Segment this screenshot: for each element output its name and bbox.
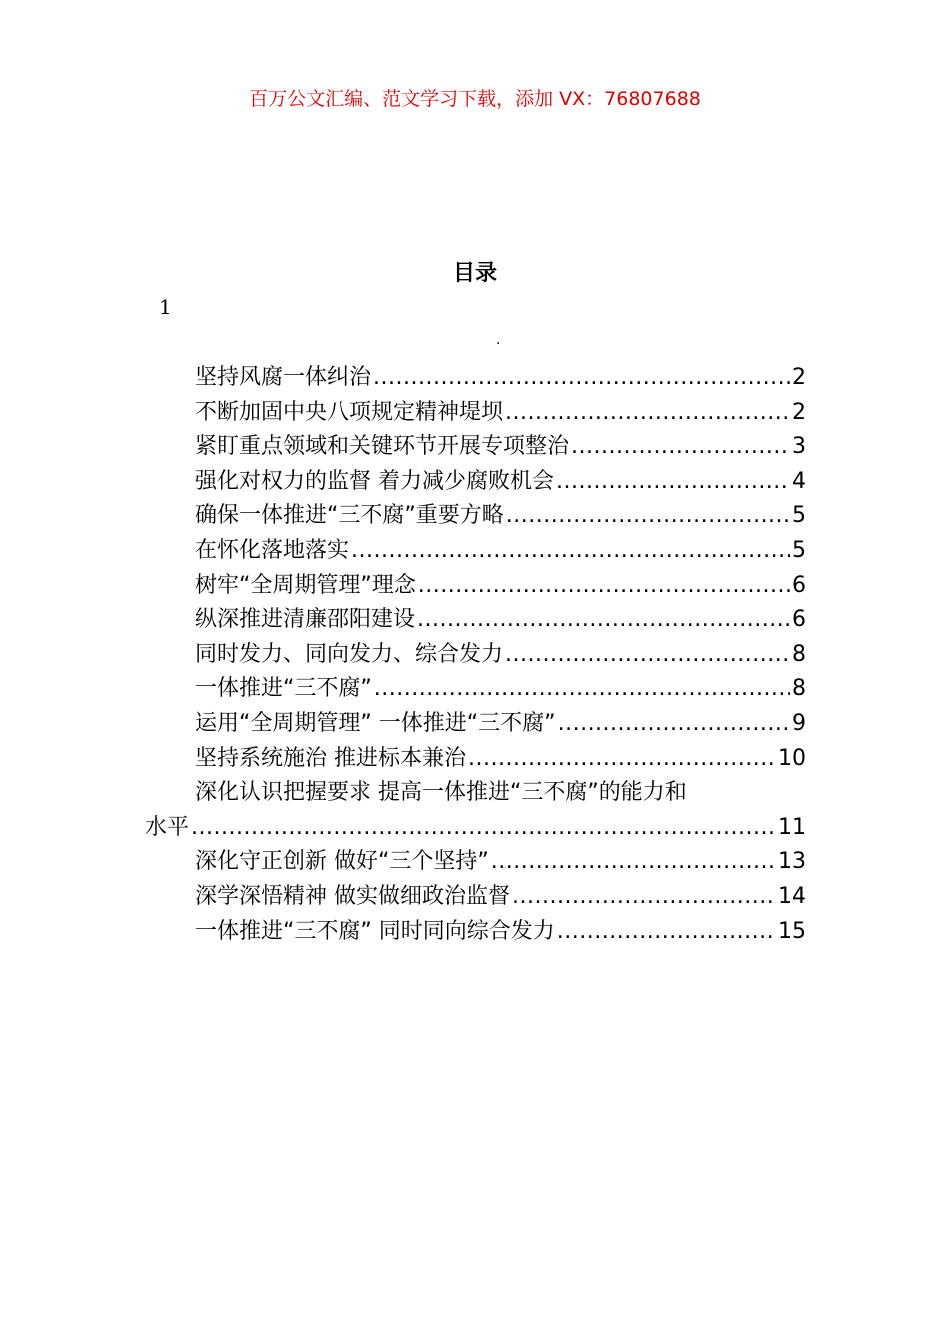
toc-entry-title-line1: 深化认识把握要求 提高一体推进“三不腐”的能力和 [195,780,687,806]
toc-entry-page: 5 [792,537,806,563]
toc-entry-page: 4 [792,468,806,494]
toc-leader-dots [418,569,790,604]
toc-entry-title: 确保一体推进“三不腐”重要方略 [195,503,504,529]
header-watermark-text: 百万公文汇编、范文学习下载，添加 VX：76807688 [249,88,701,110]
toc-leader-dots [351,534,790,569]
toc-entry-title-line2: 水平 [145,814,190,840]
toc-entry-page: 13 [778,849,806,875]
toc-leader-dots [506,499,790,534]
toc-leader-dots [557,915,776,950]
toc-title: 目录 [452,261,497,286]
toc-entry-page: 2 [792,399,806,425]
toc-entry-title: 纵深推进清廉邵阳建设 [195,607,416,633]
toc-leader-dots [512,880,776,915]
toc-entry[interactable] [145,499,806,534]
toc-entry[interactable] [145,361,806,396]
toc-entry-page: 10 [778,745,806,771]
page-marker: 1 [159,295,172,319]
toc-entry-title: 运用“全周期管理” 一体推进“三不腐” [195,710,556,736]
toc-leader-dots [491,845,776,880]
toc-entry-page: 5 [792,503,806,529]
toc-entry-title: 坚持系统施治 推进标本兼治 [195,745,466,771]
toc-leader-dots [417,603,790,638]
toc-entry-page: 9 [792,710,806,736]
toc-entry[interactable] [145,465,806,500]
toc-entry-page: 8 [792,676,806,702]
toc-entry[interactable] [145,430,806,465]
toc-entry-page: 11 [778,814,806,840]
toc-entry[interactable] [145,845,806,880]
toc-entry[interactable] [145,534,806,569]
toc-entry-title: 不断加固中央八项规定精神堤坝 [195,399,504,425]
toc-entry[interactable] [145,742,806,777]
toc-entry-title: 紧盯重点领域和关键环节开展专项整治 [195,434,570,460]
stray-dot: . [496,332,501,348]
toc-entry[interactable] [145,672,806,707]
toc-entry[interactable] [145,880,806,915]
toc-leader-dots [191,811,776,846]
toc-leader-dots [373,361,790,396]
toc-entry[interactable] [145,915,806,950]
toc-entry-page: 8 [792,641,806,667]
toc-leader-dots [571,430,790,465]
toc-entry-page: 6 [792,607,806,633]
toc-entry-page: 15 [778,918,806,944]
toc-entry[interactable] [145,638,806,673]
toc-leader-dots [374,672,790,707]
toc-entry-title: 树牢“全周期管理”理念 [195,572,416,598]
toc-entry-title: 在怀化落地落实 [195,537,350,563]
toc-entry-title: 同时发力、同向发力、综合发力 [195,641,504,667]
toc-entry[interactable] [145,396,806,431]
toc-entry-page: 3 [792,434,806,460]
toc-entry[interactable] [145,776,806,845]
table-of-contents [145,361,806,949]
toc-entry-title: 深学深悟精神 做实做细政治监督 [195,883,510,909]
toc-leader-dots [558,707,790,742]
toc-entry-title: 强化对权力的监督 着力减少腐败机会 [195,468,554,494]
toc-entry-page: 6 [792,572,806,598]
toc-entry-title: 一体推进“三不腐” 同时同向综合发力 [195,918,555,944]
toc-leader-dots [505,638,790,673]
toc-entry-page: 14 [778,883,806,909]
toc-entry-title: 坚持风腐一体纠治 [195,365,372,390]
toc-leader-dots [505,396,790,431]
toc-entry[interactable] [145,603,806,638]
toc-entry[interactable] [145,707,806,742]
toc-entry-title: 深化守正创新 做好“三个坚持” [195,849,489,875]
toc-entry-title: 一体推进“三不腐” [195,676,372,702]
toc-entry[interactable] [145,569,806,604]
toc-leader-dots [468,742,776,777]
toc-entry-page: 2 [792,365,806,390]
toc-leader-dots [556,465,790,500]
